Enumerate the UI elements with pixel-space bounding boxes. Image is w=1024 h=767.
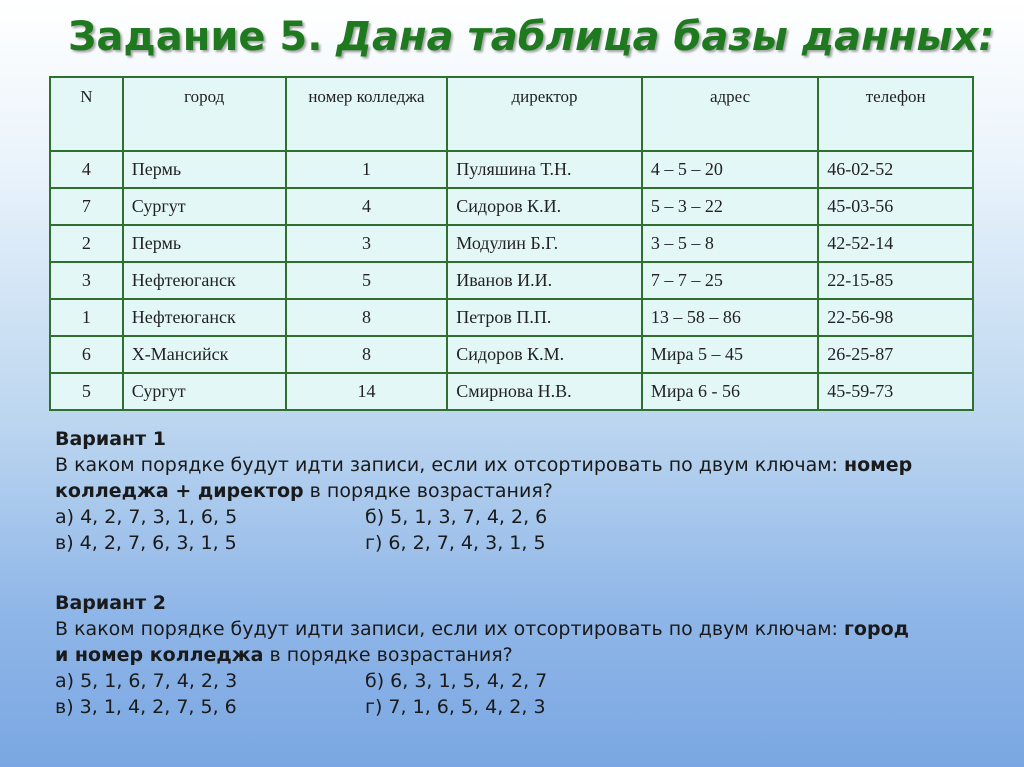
table-row [50, 336, 973, 373]
table-row [50, 373, 973, 410]
header-phone: телефон [818, 77, 973, 151]
variant-2-key-2: и номер колледжа [55, 644, 264, 666]
cell-college-number: 5 [286, 262, 448, 299]
cell-n: 3 [50, 262, 123, 299]
variant-1-question-end: в порядке возрастания? [309, 480, 553, 502]
header-director: директор [447, 77, 642, 151]
cell-n: 4 [50, 151, 123, 188]
variant-1-question [55, 452, 912, 504]
variant-2-key-1: город [844, 618, 909, 640]
cell-director: Пуляшина Т.Н. [447, 151, 642, 188]
variant-1-key-1: номер [844, 454, 913, 476]
variant-2-question-end: в порядке возрастания? [269, 644, 513, 666]
variant-1-question-text: В каком порядке будут идти записи, если их отсортировать по двум ключам: [55, 454, 838, 476]
variant-2-answers-row-1 [55, 668, 909, 694]
cell-city: Х-Мансийск [123, 336, 286, 373]
header-n: N [50, 77, 123, 151]
cell-city: Сургут [123, 373, 286, 410]
cell-phone: 42-52-14 [818, 225, 973, 262]
cell-phone: 22-56-98 [818, 299, 973, 336]
cell-college-number: 1 [286, 151, 448, 188]
table-row [50, 225, 973, 262]
cell-address: Мира 6 - 56 [642, 373, 818, 410]
cell-college-number: 4 [286, 188, 448, 225]
cell-director: Сидоров К.М. [447, 336, 642, 373]
cell-phone: 22-15-85 [818, 262, 973, 299]
variant-2-answer-c: в) 3, 1, 4, 2, 7, 5, 6 [55, 696, 237, 718]
cell-city: Пермь [123, 225, 286, 262]
cell-college-number: 8 [286, 336, 448, 373]
variant-2-answers-row-2 [55, 694, 909, 720]
variant-1-answers-row-2 [55, 530, 912, 556]
variant-1-answer-c: в) 4, 2, 7, 6, 3, 1, 5 [55, 532, 237, 554]
cell-college-number: 8 [286, 299, 448, 336]
table-header-row [50, 77, 973, 151]
cell-n: 5 [50, 373, 123, 410]
variant-2-answer-d: г) 7, 1, 6, 5, 4, 2, 3 [365, 696, 546, 718]
title-task: Задание 5. [68, 14, 323, 60]
page-title [68, 14, 994, 60]
table-row [50, 262, 973, 299]
variant-2-answer-a: а) 5, 1, 6, 7, 4, 2, 3 [55, 670, 238, 692]
cell-address: 7 – 7 – 25 [642, 262, 818, 299]
cell-n: 1 [50, 299, 123, 336]
variant-2-question [55, 616, 909, 668]
cell-city: Нефтеюганск [123, 262, 286, 299]
cell-phone: 26-25-87 [818, 336, 973, 373]
header-city: город [123, 77, 286, 151]
cell-n: 7 [50, 188, 123, 225]
cell-college-number: 14 [286, 373, 448, 410]
variant-1-answer-d: г) 6, 2, 7, 4, 3, 1, 5 [365, 532, 546, 554]
cell-director: Модулин Б.Г. [447, 225, 642, 262]
cell-address: 4 – 5 – 20 [642, 151, 818, 188]
table-row [50, 188, 973, 225]
cell-phone: 45-59-73 [818, 373, 973, 410]
cell-college-number: 3 [286, 225, 448, 262]
cell-city: Сургут [123, 188, 286, 225]
variant-1-answer-a: а) 4, 2, 7, 3, 1, 6, 5 [55, 506, 238, 528]
variant-2-answer-b: б) 6, 3, 1, 5, 4, 2, 7 [365, 670, 548, 692]
variant-2-heading: Вариант 2 [55, 592, 167, 614]
header-college-number: номер колледжа [286, 77, 448, 151]
variant-1-key-2: колледжа + директор [55, 480, 304, 502]
cell-phone: 46-02-52 [818, 151, 973, 188]
table-row [50, 299, 973, 336]
variant-1-answers-row-1 [55, 504, 912, 530]
database-table [49, 76, 974, 411]
cell-address: 13 – 58 – 86 [642, 299, 818, 336]
cell-city: Пермь [123, 151, 286, 188]
cell-address: Мира 5 – 45 [642, 336, 818, 373]
cell-address: 3 – 5 – 8 [642, 225, 818, 262]
cell-director: Сидоров К.И. [447, 188, 642, 225]
header-address: адрес [642, 77, 818, 151]
variant-2-block [55, 590, 909, 720]
cell-n: 6 [50, 336, 123, 373]
cell-phone: 45-03-56 [818, 188, 973, 225]
variant-1-answer-b: б) 5, 1, 3, 7, 4, 2, 6 [365, 506, 548, 528]
cell-director: Иванов И.И. [447, 262, 642, 299]
cell-address: 5 – 3 – 22 [642, 188, 818, 225]
cell-city: Нефтеюганск [123, 299, 286, 336]
title-subtitle: Дана таблица базы данных: [336, 14, 995, 60]
variant-1-block [55, 426, 912, 556]
cell-director: Петров П.П. [447, 299, 642, 336]
variant-1-heading: Вариант 1 [55, 428, 167, 450]
cell-n: 2 [50, 225, 123, 262]
table-row [50, 151, 973, 188]
variant-2-question-text: В каком порядке будут идти записи, если их отсортировать по двум ключам: [55, 618, 838, 640]
cell-director: Смирнова Н.В. [447, 373, 642, 410]
